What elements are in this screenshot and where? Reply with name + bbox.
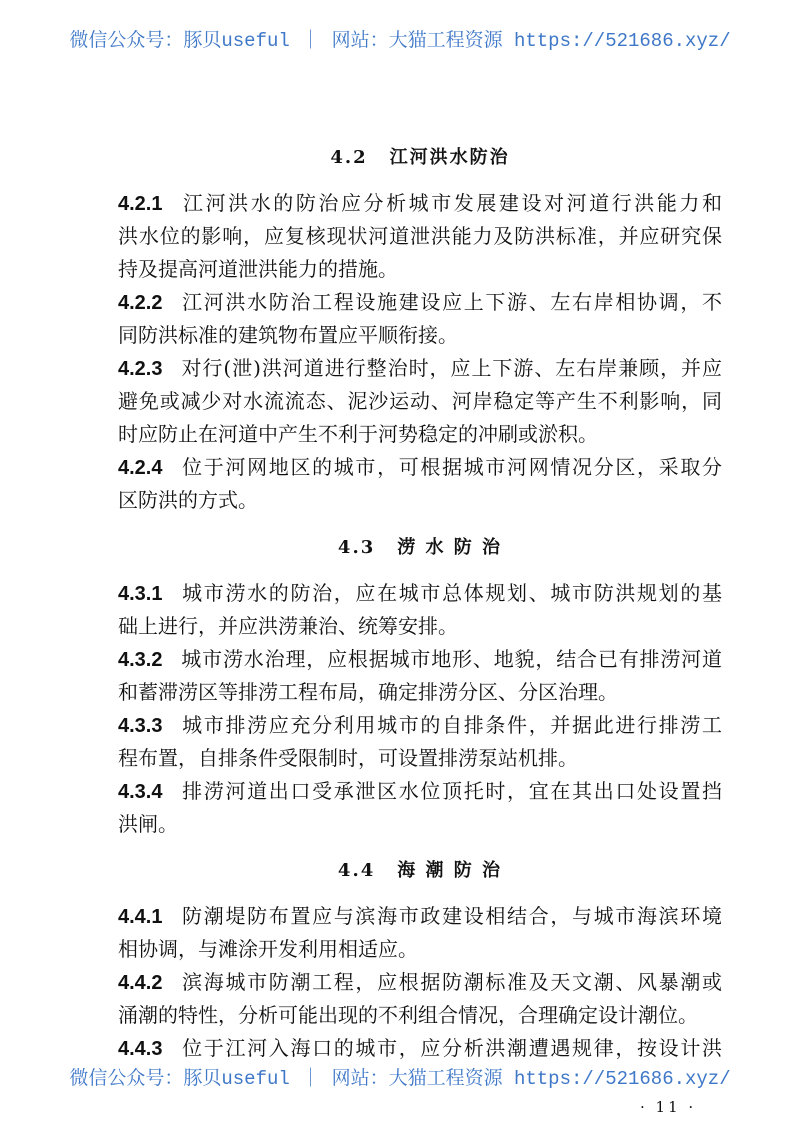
clause-number: 4.3.1 xyxy=(118,583,163,605)
section-heading xyxy=(118,530,722,577)
clause-text: 洪闸。 xyxy=(118,812,178,836)
clause-text: 江河洪水防治工程设施建设应上下游、左右岸相协调，不 xyxy=(180,290,722,314)
clause-line xyxy=(118,484,722,517)
clause-number: 4.4.2 xyxy=(118,972,163,994)
watermark-top: 微信公众号：豚贝useful ｜ 网站：大猫工程资源 https://521686.xyz/ xyxy=(69,30,731,52)
clause-line xyxy=(118,900,722,933)
section-title: 涝 水 防 治 xyxy=(397,537,503,558)
clause-text: 避免或减少对水流流态、泥沙运动、河岸稳定等产生不利影响，同 xyxy=(118,389,722,413)
clause-line xyxy=(118,742,722,775)
clause-text: 滨海城市防潮工程，应根据防潮标准及天文潮、风暴潮或 xyxy=(180,970,722,994)
clause-text: 相协调，与滩涂开发利用相适应。 xyxy=(118,937,418,961)
clause-line xyxy=(118,775,722,808)
clause-number: 4.3.4 xyxy=(118,781,163,803)
clause-paragraph xyxy=(118,187,722,286)
clause-text: 区防洪的方式。 xyxy=(118,488,258,512)
section-4-2 xyxy=(118,140,722,517)
clause-text: 洪水位的影响，应复核现状河道泄洪能力及防洪标准，并应研究保 xyxy=(118,224,722,248)
clause-paragraph xyxy=(118,643,722,709)
clause-text: 和蓄滞涝区等排涝工程布局，确定排涝分区、分区治理。 xyxy=(118,680,618,704)
section-4-4 xyxy=(118,853,722,1065)
clause-line xyxy=(118,1032,722,1065)
watermark-bottom: 微信公众号：豚贝useful ｜ 网站：大猫工程资源 https://521686.xyz/ xyxy=(69,1068,731,1090)
clause-line xyxy=(118,933,722,966)
section-heading xyxy=(118,140,722,187)
clause-text: 时应防止在河道中产生不利于河势稳定的冲刷或淤积。 xyxy=(118,422,598,446)
clause-text: 涌潮的特性，分析可能出现的不利组合情况，合理确定设计潮位。 xyxy=(118,1003,698,1027)
clause-text: 城市涝水的防治，应在城市总体规划、城市防洪规划的基 xyxy=(180,581,722,605)
clause-text: 江河洪水的防治应分析城市发展建设对河道行洪能力和 xyxy=(180,191,722,215)
clause-line xyxy=(118,577,722,610)
clause-text: 位于河网地区的城市，可根据城市河网情况分区，采取分 xyxy=(180,455,722,479)
clause-line xyxy=(118,709,722,742)
clause-text: 排涝河道出口受承泄区水位顶托时，宜在其出口处设置挡 xyxy=(180,779,722,803)
section-4-3 xyxy=(118,530,722,841)
section-heading xyxy=(118,853,722,900)
clause-number: 4.4.1 xyxy=(118,906,163,928)
clause-paragraph xyxy=(118,352,722,451)
clause-number: 4.2.4 xyxy=(118,457,163,479)
clause-line xyxy=(118,966,722,999)
page-number: · 11 · xyxy=(640,1098,697,1116)
clause-paragraph xyxy=(118,966,722,1032)
clause-text: 程布置，自排条件受限制时，可设置排涝泵站机排。 xyxy=(118,746,578,770)
clause-text: 防潮堤防布置应与滨海市政建设相结合，与城市海滨环境 xyxy=(180,904,722,928)
clause-text: 对行(泄)洪河道进行整治时，应上下游、左右岸兼顾，并应 xyxy=(180,356,722,380)
section-number: 4.3 xyxy=(337,537,376,558)
clause-text: 础上进行，并应洪涝兼治、统筹安排。 xyxy=(118,614,458,638)
clause-paragraph xyxy=(118,900,722,966)
clause-text: 同防洪标准的建筑物布置应平顺衔接。 xyxy=(118,323,458,347)
clause-line xyxy=(118,385,722,418)
clause-paragraph xyxy=(118,709,722,775)
clause-paragraph xyxy=(118,775,722,841)
clause-line xyxy=(118,999,722,1032)
clause-number: 4.2.3 xyxy=(118,358,163,380)
clause-line xyxy=(118,808,722,841)
clause-number: 4.3.3 xyxy=(118,715,163,737)
clause-text: 位于江河入海口的城市，应分析洪潮遭遇规律，按设计洪 xyxy=(180,1036,722,1060)
clause-paragraph xyxy=(118,1032,722,1065)
clause-number: 4.4.3 xyxy=(118,1038,163,1060)
section-number: 4.2 xyxy=(330,147,368,168)
clause-text: 城市涝水治理，应根据城市地形、地貌，结合已有排涝河道 xyxy=(180,647,722,671)
clause-paragraph xyxy=(118,451,722,517)
clause-line xyxy=(118,610,722,643)
clause-number: 4.2.1 xyxy=(118,193,163,215)
clause-line xyxy=(118,286,722,319)
clause-paragraph xyxy=(118,577,722,643)
clause-line xyxy=(118,352,722,385)
clause-line xyxy=(118,451,722,484)
clause-number: 4.3.2 xyxy=(118,649,163,671)
clause-text: 城市排涝应充分利用城市的自排条件，并据此进行排涝工 xyxy=(180,713,722,737)
clause-line xyxy=(118,187,722,220)
clause-paragraph xyxy=(118,286,722,352)
clause-text: 持及提高河道泄洪能力的措施。 xyxy=(118,257,398,281)
clause-line xyxy=(118,418,722,451)
section-title: 海 潮 防 治 xyxy=(397,860,503,881)
section-title: 江河洪水防治 xyxy=(389,147,510,168)
clause-line xyxy=(118,253,722,286)
clause-number: 4.2.2 xyxy=(118,292,163,314)
clause-line xyxy=(118,676,722,709)
clause-line xyxy=(118,319,722,352)
section-number: 4.4 xyxy=(337,860,376,881)
clause-line xyxy=(118,643,722,676)
clause-line xyxy=(118,220,722,253)
